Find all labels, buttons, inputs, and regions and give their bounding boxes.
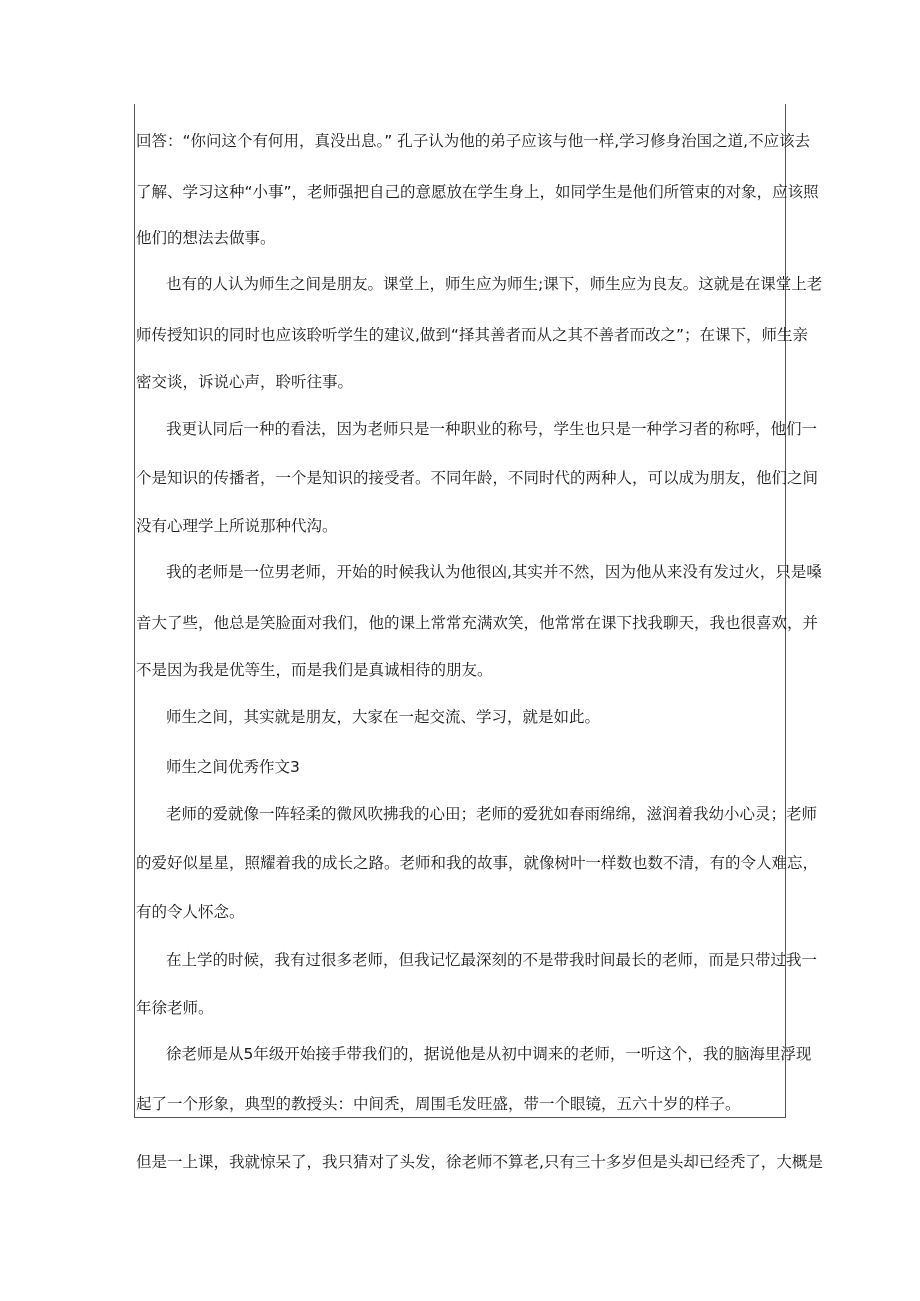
text-line: 老师的爱就像一阵轻柔的微风吹拂我的心田；老师的爱犹如春雨绵绵，滋润着我幼小心灵；老师: [166, 805, 818, 823]
text-line: 但是一上课，我就惊呆了，我只猜对了头发，徐老师不算老,只有三十多岁但是头却已经秃了，大概是: [136, 1153, 823, 1171]
text-line: 密交谈，诉说心声，聆听往事。: [136, 373, 354, 391]
text-line: 在上学的时候，我有过很多老师，但我记忆最深刻的不是带我时间最长的老师，而是只带过我一: [166, 951, 818, 969]
text-line: 回答：“你问这个有何用，真没出息。” 孔子认为他的弟子应该与他一样,学习修身治国之道,不应该去: [136, 132, 811, 150]
text-line: 音大了些，他总是笑脸面对我们，他的课上常常充满欢笑，他常常在课下找我聊天，我也很喜欢，并: [136, 614, 819, 632]
text-line: 起了一个形象，典型的教授头：中间秃，周围毛发旺盛，带一个眼镜，五六十岁的样子。: [136, 1095, 741, 1113]
text-line: 不是因为我是优等生，而是我们是真诚相待的朋友。: [136, 661, 493, 679]
section-heading: 师生之间优秀作文3: [166, 758, 300, 776]
text-line: 年徐老师。: [136, 999, 214, 1017]
text-line: 他们的想法去做事。: [136, 229, 276, 247]
text-line: 徐老师是从5年级开始接手带我们的，据说他是从初中调来的老师，一听这个，我的脑海里浮现: [166, 1045, 812, 1063]
text-line: 没有心理学上所说那种代沟。: [136, 517, 338, 535]
text-line: 师生之间，其实就是朋友，大家在一起交流、学习，就是如此。: [166, 708, 601, 726]
text-line: 我更认同后一种的看法，因为老师只是一种职业的称号，学生也只是一种学习者的称呼，他们一: [166, 420, 818, 438]
text-line: 师传授知识的同时也应该聆听学生的建议,做到“择其善者而从之其不善者而改之”；在课下，师生亲: [136, 326, 808, 344]
text-line: 个是知识的传播者，一个是知识的接受者。不同年龄，不同时代的两种人，可以成为朋友，他们之间: [136, 469, 819, 487]
text-line: 有的令人怀念。: [136, 903, 245, 921]
text-line: 也有的人认为师生之间是朋友。课堂上，师生应为师生;课下，师生应为良友。这就是在课堂上老: [166, 275, 823, 293]
text-line: 了解、学习这种“小事”，老师强把自己的意愿放在学生身上，如同学生是他们所管束的对象，应该照: [136, 183, 819, 201]
text-line: 我的老师是一位男老师，开始的时候我认为他很凶,其实并不然，因为他从来没有发过火，只是嗓: [166, 563, 822, 581]
text-line: 的爱好似星星，照耀着我的成长之路。老师和我的故事，就像树叶一样数也数不清，有的令人难忘，: [136, 854, 819, 872]
